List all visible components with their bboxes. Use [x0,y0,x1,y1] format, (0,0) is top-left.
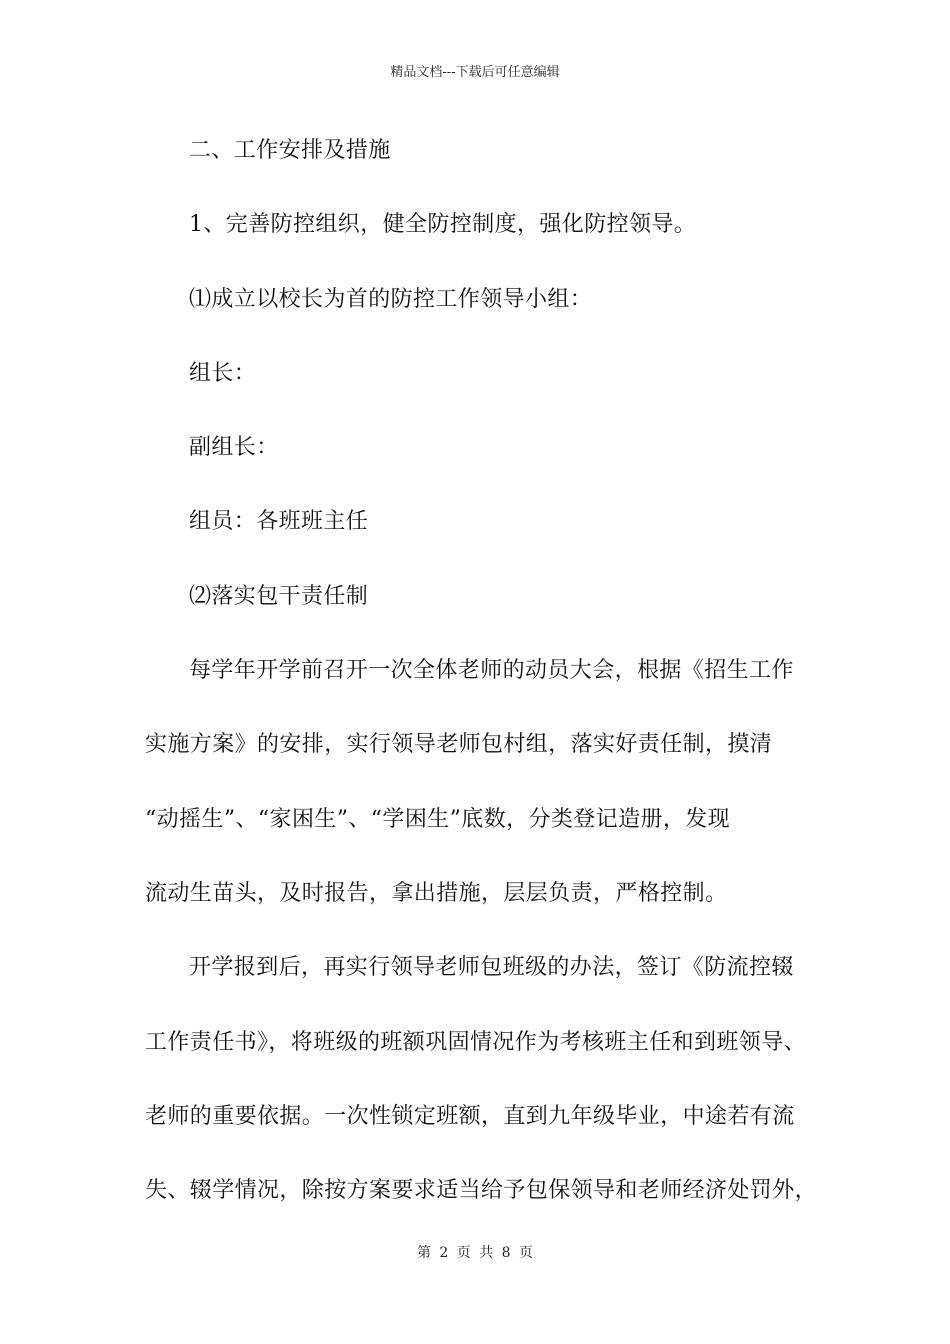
paragraph-line: 流动生苗头，及时报告，拿出措施，层层负责，严格控制。 [145,880,728,906]
paragraph-line: 老师的重要依据。一次性锁定班额，直到九年级毕业，中途若有流 [145,1103,795,1129]
paragraph-line: 1、完善防控组织，健全防控制度，强化防控领导。 [189,212,697,238]
page-header: 精品文档---下载后可任意编辑 [390,65,560,80]
paragraph-line: 组长： [189,360,257,386]
paragraph-line: ⑵落实包干责任制 [189,583,369,609]
paragraph-line: 每学年开学前召开一次全体老师的动员大会，根据《招生工作 [189,658,794,684]
paragraph-line: 组员：各班班主任 [189,509,369,535]
document-body [145,128,818,1242]
paragraph-line: 失、辍学情况，除按方案要求适当给予包保领导和老师经济处罚外， [145,1178,818,1204]
paragraph-line: 开学报到后，再实行领导老师包班级的办法，签订《防流控辍 [189,955,794,981]
paragraph-line: 工作责任书》，将班级的班额巩固情况作为考核班主任和到班领导、 [145,1029,807,1055]
paragraph-line: 实施方案》的安排，实行领导老师包村组，落实好责任制，摸清 [145,732,773,758]
section-heading: 二、工作安排及措施 [189,138,391,163]
paragraph-line: 副组长： [189,435,279,461]
paragraph-line: “动摇生”、“家困生”、“学困生”底数，分类登记造册，发现 [145,806,731,832]
page-number: 第 2 页 共 8 页 [416,1245,534,1261]
paragraph-line: ⑴成立以校长为首的防控工作领导小组： [189,286,593,312]
